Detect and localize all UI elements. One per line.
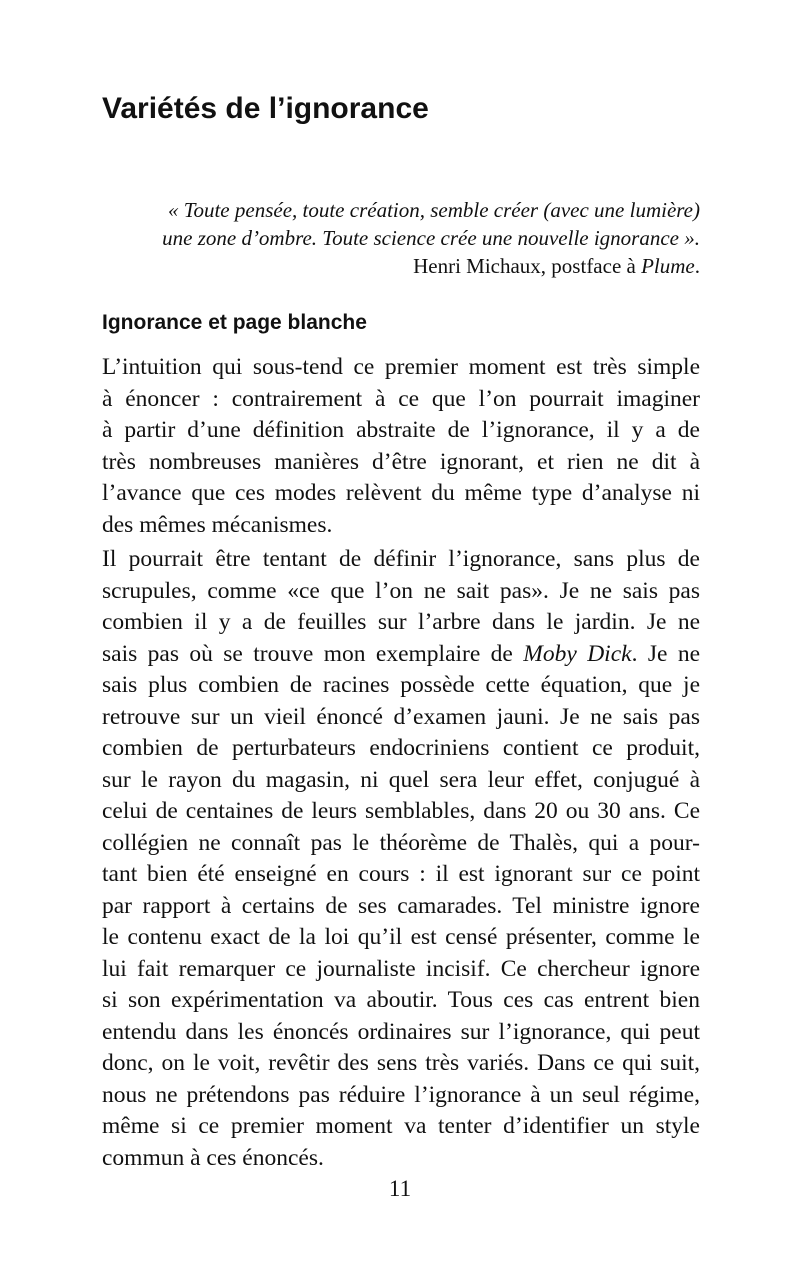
text-segment: l’avance que ces modes relèvent du même type d’analyse ni bbox=[102, 480, 700, 506]
text-segment: à énoncer : contrairement à ce que l’on pourrait imaginer bbox=[102, 385, 700, 412]
text-line bbox=[102, 1080, 700, 1112]
text-segment: des mêmes mécanismes. bbox=[102, 511, 333, 538]
italic-title: Moby Dick bbox=[523, 640, 632, 667]
text-line bbox=[102, 1111, 700, 1143]
text-segment: celui de centaines de leurs semblables, dans 20 ou 30 ans. Ce bbox=[102, 798, 700, 824]
text-segment: sais pas où se trouve mon exemplaire de bbox=[102, 640, 524, 667]
text-line bbox=[102, 607, 700, 639]
text-line bbox=[102, 576, 700, 608]
text-line bbox=[102, 510, 700, 542]
text-segment: scrupules, comme «ce que l’on ne sait pas». Je ne sais pas bbox=[102, 577, 700, 604]
text-segment: donc, on le voit, revêtir des sens très variés. Dans ce qui suit, bbox=[102, 1050, 700, 1076]
text-line bbox=[102, 1017, 700, 1049]
paragraph-1 bbox=[102, 352, 700, 541]
text-segment: . Je ne bbox=[631, 640, 701, 667]
text-line bbox=[102, 415, 700, 447]
paragraph-2 bbox=[102, 544, 700, 1174]
text-segment: entendu dans les énoncés ordinaires sur l’ignorance, qui peut bbox=[102, 1018, 700, 1045]
epigraph-attribution bbox=[102, 252, 700, 280]
text-line bbox=[102, 639, 700, 671]
text-line bbox=[102, 828, 700, 860]
text-line bbox=[102, 733, 700, 765]
text-line bbox=[102, 891, 700, 923]
text-line bbox=[102, 670, 700, 702]
text-line bbox=[102, 544, 700, 576]
text-line bbox=[102, 384, 700, 416]
text-line bbox=[102, 478, 700, 510]
text-line bbox=[102, 859, 700, 891]
text-line bbox=[102, 954, 700, 986]
text-segment: tant bien été enseigné en cours : il est ignorant sur ce point bbox=[102, 861, 700, 887]
section-heading: Ignorance et page blanche bbox=[102, 311, 367, 334]
text-line bbox=[102, 796, 700, 828]
text-line bbox=[102, 702, 700, 734]
text-segment: Il pourrait être tentant de définir l’ignorance, sans plus de bbox=[102, 546, 700, 572]
text-line bbox=[102, 985, 700, 1017]
text-line bbox=[102, 922, 700, 954]
text-segment: combien il y a de feuilles sur l’arbre dans le jardin. Je ne bbox=[102, 609, 700, 635]
text-segment: très nombreuses manières d’être ignorant, et rien ne dit à bbox=[102, 448, 700, 475]
text-segment: lui fait remarquer ce journaliste incisif. Ce chercheur ignore bbox=[102, 955, 700, 982]
text-line bbox=[102, 1048, 700, 1080]
attribution-text: Henri Michaux, postface à bbox=[413, 254, 642, 278]
epigraph bbox=[102, 196, 700, 280]
text-segment: sais plus combien de racines possède cette équation, que je bbox=[102, 672, 700, 698]
text-line bbox=[102, 1143, 700, 1175]
text-segment: même si ce premier moment va tenter d’identifier un style bbox=[102, 1113, 700, 1139]
epigraph-line: une zone d’ombre. Toute science crée une nouvelle ignorance ». bbox=[162, 226, 700, 250]
text-segment: retrouve sur un vieil énoncé d’examen jauni. Je ne sais pas bbox=[102, 703, 700, 730]
text-segment: sur le rayon du magasin, ni quel sera leur effet, conjugué à bbox=[102, 766, 700, 793]
text-segment: le contenu exact de la loi qu’il est censé présenter, comme le bbox=[102, 924, 700, 950]
page-number: 11 bbox=[388, 1176, 412, 1201]
text-line bbox=[102, 765, 700, 797]
text-segment: nous ne prétendons pas réduire l’ignorance à un seul régime, bbox=[102, 1081, 700, 1108]
text-segment: collégien ne connaît pas le théorème de Thalès, qui a pour- bbox=[102, 829, 700, 856]
epigraph-line: « Toute pensée, toute création, semble créer (avec une lumière) bbox=[167, 198, 700, 222]
attribution-end: . bbox=[694, 254, 700, 278]
text-segment: par rapport à certains de ses camarades. Tel ministre ignore bbox=[102, 892, 700, 919]
text-segment: à partir d’une définition abstraite de l’ignorance, il y a de bbox=[102, 417, 700, 443]
attribution-work: Plume bbox=[641, 254, 695, 278]
text-segment: si son expérimentation va aboutir. Tous ces cas entrent bien bbox=[102, 987, 700, 1013]
chapter-title: Variétés de l’ignorance bbox=[102, 92, 429, 125]
text-line bbox=[102, 447, 700, 479]
text-segment: L’intuition qui sous-tend ce premier moment est très simple bbox=[102, 354, 700, 380]
text-segment: combien de perturbateurs endocriniens contient ce produit, bbox=[102, 735, 700, 761]
text-line bbox=[102, 352, 700, 384]
text-segment: commun à ces énoncés. bbox=[102, 1144, 324, 1171]
